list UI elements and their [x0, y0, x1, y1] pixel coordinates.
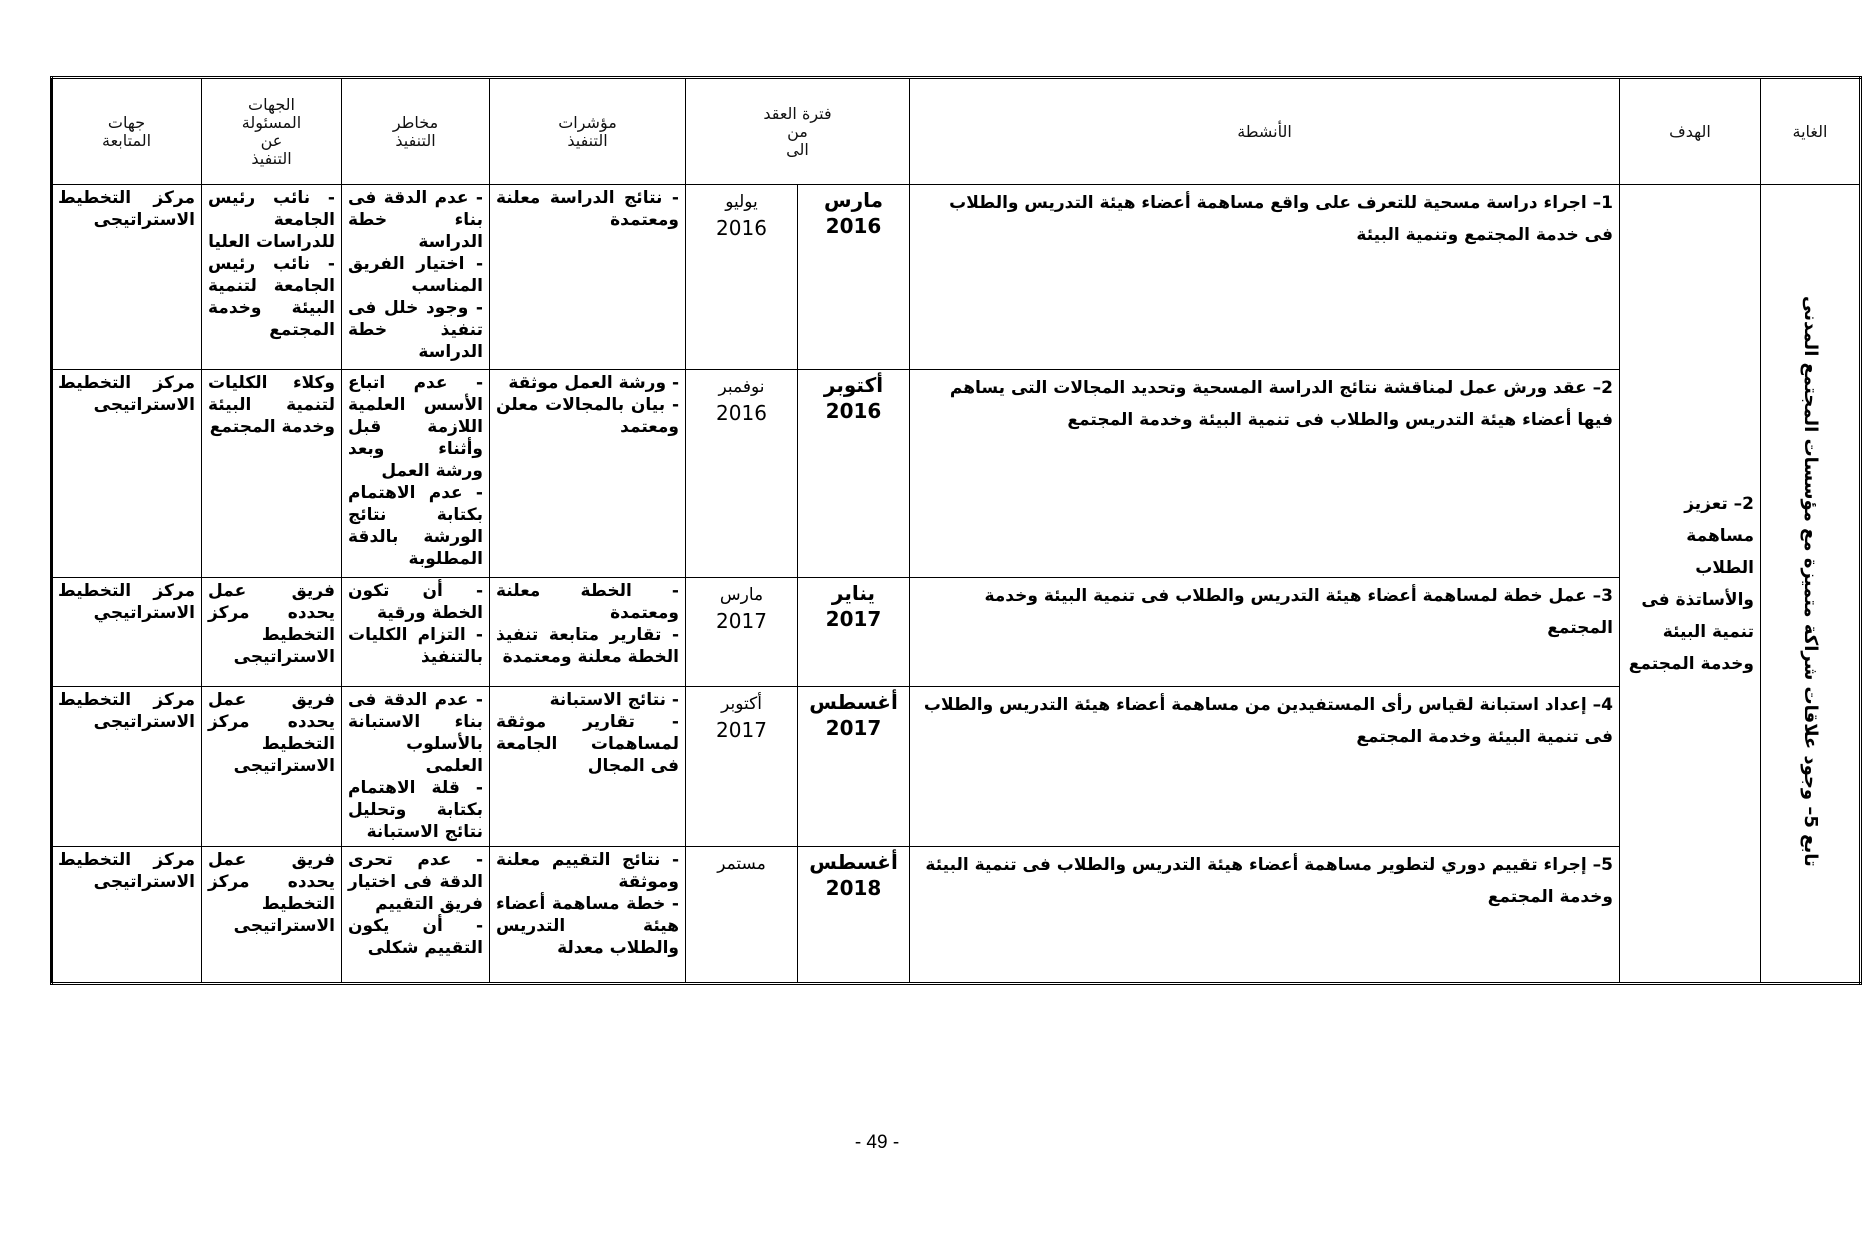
responsible-cell: فريق عمل يحدده مركز التخطيط الاستراتيجى	[202, 847, 342, 984]
responsible-cell: - نائب رئيس الجامعة للدراسات العليا - نائب رئيس الجامعة لتنمية البيئة وخدمة المجتمع	[202, 185, 342, 370]
date-from-cell	[798, 370, 910, 578]
activity-cell: 1– اجراء دراسة مسحية للتعرف على واقع مساهمة أعضاء هيئة التدريس والطلاب فى خدمة المجتمع وتنمية البيئة	[910, 185, 1620, 370]
to-year: 2016	[716, 401, 767, 425]
risks-cell: - عدم الدقة فى بناء خطة الدراسة - اختيار الفريق المناسب - وجود خلل فى تنفيذ خطة الدراسة	[342, 185, 490, 370]
followup-cell: مركز التخطيط الاستراتيجى	[52, 370, 202, 578]
to-month: مستمر	[717, 854, 766, 874]
responsible-cell: وكلاء الكليات لتنمية البيئة وخدمة المجتمع	[202, 370, 342, 578]
indicators-cell: - نتائج التقييم معلنة وموثقة - خطة مساهمة أعضاء هيئة التدريس والطلاب معدلة	[490, 847, 686, 984]
header-activities: الأنشطة	[910, 78, 1620, 185]
from-year: 2017	[825, 716, 882, 740]
table-row	[52, 185, 1861, 370]
aim-cell	[1761, 185, 1861, 984]
followup-cell: مركز التخطيط الاستراتيجي	[52, 578, 202, 687]
date-to-cell	[686, 185, 798, 370]
indicators-cell: - الخطة معلنة ومعتمدة - تقارير متابعة تنفيذ الخطة معلنة ومعتمدة	[490, 578, 686, 687]
table-row	[52, 687, 1861, 847]
risks-cell: - عدم اتباع الأسس العلمية اللازمة قبل وأثناء وبعد ورشة العمل - عدم الاهتمام بكتابة نتائج الورشة بالدقة المطلوبة	[342, 370, 490, 578]
header-indicators: مؤشرات التنفيذ	[490, 78, 686, 185]
indicators-cell: - نتائج الاستبانة - تقارير موثقة لمساهمات الجامعة فى المجال	[490, 687, 686, 847]
date-to-cell	[686, 578, 798, 687]
followup-cell: مركز التخطيط الاستراتيجى	[52, 847, 202, 984]
responsible-cell: فريق عمل يحدده مركز التخطيط الاستراتيجى	[202, 578, 342, 687]
activity-cell: 2– عقد ورش عمل لمناقشة نتائج الدراسة المسحية وتحديد المجالات التى يساهم فيها أعضاء هيئة التدريس والطلاب فى تنمية البيئة وخدمة المجتمع	[910, 370, 1620, 578]
header-goal: الهدف	[1620, 78, 1761, 185]
page-number: - 49 -	[854, 1132, 900, 1153]
to-month: نوفمبر	[718, 377, 765, 397]
from-month: أغسطس	[809, 690, 898, 714]
date-to-cell	[686, 687, 798, 847]
header-aim: الغاية	[1761, 78, 1861, 185]
from-year: 2016	[825, 399, 882, 423]
table-row	[52, 370, 1861, 578]
to-month: يوليو	[725, 192, 758, 212]
to-month: مارس	[719, 585, 764, 605]
date-to-cell	[686, 847, 798, 984]
to-year: 2016	[716, 216, 767, 240]
activity-cell: 3– عمل خطة لمساهمة أعضاء هيئة التدريس والطلاب فى تنمية البيئة وخدمة المجتمع	[910, 578, 1620, 687]
to-month: أكتوبر	[721, 694, 762, 714]
table-row	[52, 578, 1861, 687]
from-month: أغسطس	[809, 850, 898, 874]
aim-text: تابع 5– وجود علاقات شراكة متميزة مع مؤسسات المجتمع المدنى	[1800, 296, 1821, 867]
risks-cell: - عدم تحرى الدقة فى اختيار فريق التقييم - أن يكون التقييم شكلى	[342, 847, 490, 984]
from-year: 2016	[825, 214, 882, 238]
date-from-cell	[798, 687, 910, 847]
activity-cell: 4– إعداد استبانة لقياس رأى المستفيدين من مساهمة أعضاء هيئة التدريس والطلاب فى تنمية البيئة وخدمة المجتمع	[910, 687, 1620, 847]
responsible-cell: فريق عمل يحدده مركز التخطيط الاستراتيجى	[202, 687, 342, 847]
from-year: 2018	[825, 876, 882, 900]
from-month: أكتوبر	[823, 373, 884, 397]
from-month: يناير	[831, 581, 876, 605]
followup-cell: مركز التخطيط الاستراتيجى	[52, 185, 202, 370]
from-month: مارس	[823, 188, 883, 212]
risks-cell: - عدم الدقة فى بناء الاستبانة بالأسلوب العلمى - قلة الاهتمام بكتابة وتحليل نتائج الاستبانة	[342, 687, 490, 847]
risks-cell: - أن تكون الخطة ورقية - التزام الكليات بالتنفيذ	[342, 578, 490, 687]
strategic-plan-table	[50, 76, 1862, 985]
to-year: 2017	[716, 609, 767, 633]
date-from-cell	[798, 578, 910, 687]
date-from-cell	[798, 185, 910, 370]
to-year: 2017	[716, 718, 767, 742]
goal-cell: 2– تعزيز مساهمة الطلاب والأساتذة فى تنمية البيئة وخدمة المجتمع	[1620, 185, 1761, 984]
table-row	[52, 847, 1861, 984]
from-year: 2017	[825, 607, 882, 631]
indicators-cell: - نتائج الدراسة معلنة ومعتمدة	[490, 185, 686, 370]
header-responsible: الجهات المسئولة عن التنفيذ	[202, 78, 342, 185]
header-period: فترة العقد من الى	[686, 78, 910, 185]
activity-cell: 5– إجراء تقييم دوري لتطوير مساهمة أعضاء هيئة التدريس والطلاب فى تنمية البيئة وخدمة المجتمع	[910, 847, 1620, 984]
header-followup: جهات المتابعة	[52, 78, 202, 185]
header-risks: مخاطر التنفيذ	[342, 78, 490, 185]
date-to-cell	[686, 370, 798, 578]
indicators-cell: - ورشة العمل موثقة - بيان بالمجالات معلن ومعتمد	[490, 370, 686, 578]
header-row	[52, 78, 1861, 185]
date-from-cell	[798, 847, 910, 984]
followup-cell: مركز التخطيط الاستراتيجى	[52, 687, 202, 847]
